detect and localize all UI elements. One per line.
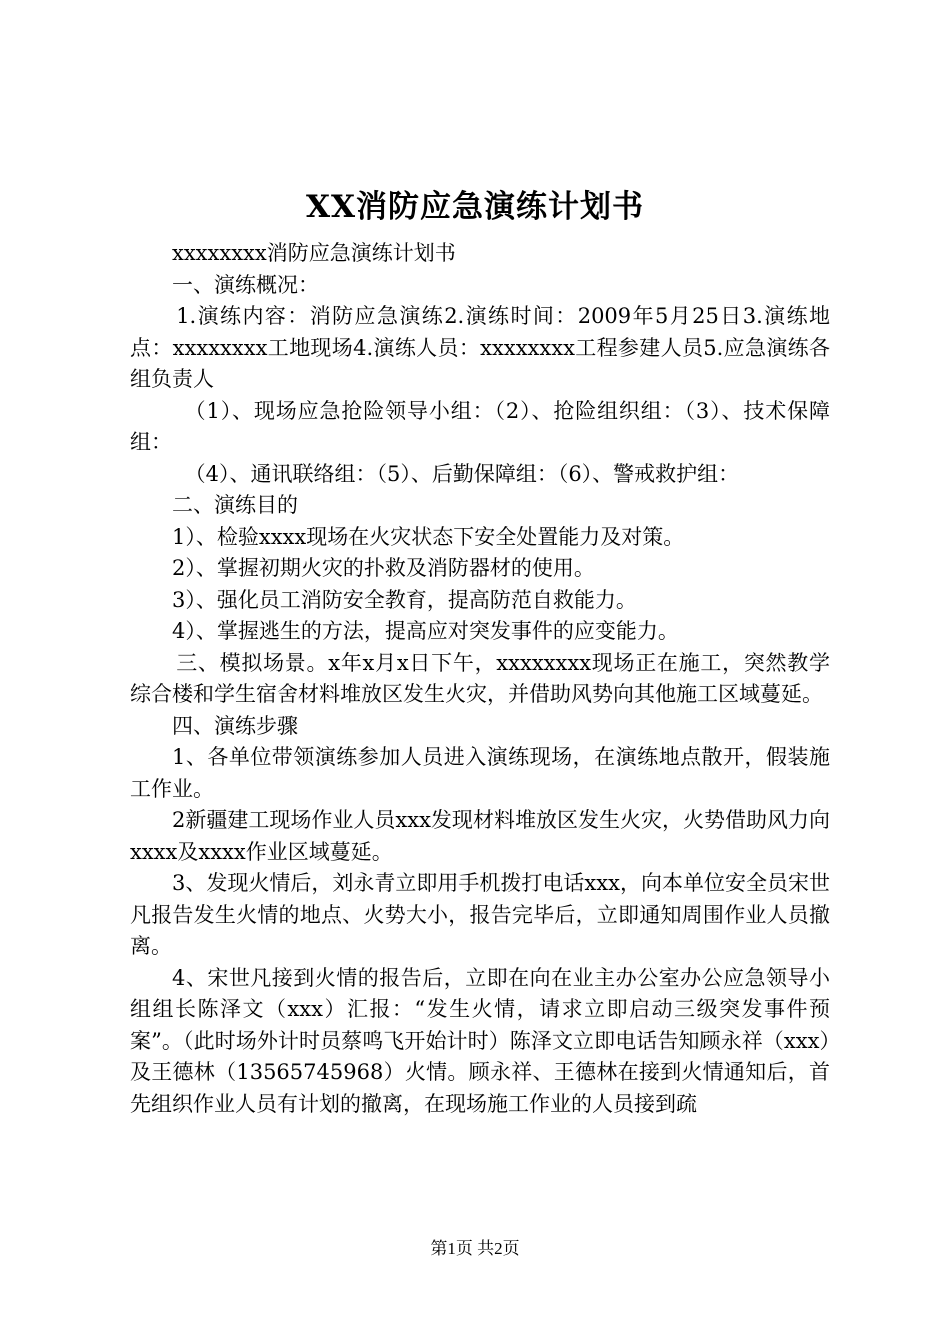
section-heading-overview: 一、演练概况： [172, 272, 319, 297]
paragraph-overview-details: 1.演练内容：消防应急演练2.演练时间：2009年5月25日3.演练地点：xxxxxxxx工地现场4.演练人员：xxxxxxxx工程参建人员5.应急演练各组负责人 [130, 304, 830, 391]
purpose-item-2: 2）、掌握初期火灾的扑救及消防器材的使用。 [172, 556, 595, 580]
step-1: 1、各单位带领演练参加人员进入演练现场，在演练地点散开，假装施工作业。 [130, 745, 830, 801]
document-body [130, 238, 830, 1120]
paragraph-subtitle: xxxxxxxx消防应急演练计划书 [172, 241, 456, 265]
purpose-item-1: 1）、检验xxxx现场在火灾状态下安全处置能力及对策。 [172, 524, 685, 549]
paragraph-scenario: 三、模拟场景。x年x月x日下午，xxxxxxxx现场正在施工，突然教学综合楼和学生宿舍材料堆放区发生火灾，并借助风势向其他施工区域蔓延。 [130, 650, 830, 706]
step-3: 3、发现火情后，刘永青立即用手机拨打电话xxx，向本单位安全员宋世凡报告发生火情的地点、火势大小，报告完毕后，立即通知周围作业人员撤离。 [130, 871, 830, 958]
purpose-item-3: 3）、强化员工消防安全教育，提高防范自救能力。 [172, 587, 637, 612]
step-2: 2新疆建工现场作业人员xxx发现材料堆放区发生火灾，火势借助风力向xxxx及xxxx作业区域蔓延。 [130, 808, 830, 864]
section-heading-purpose: 二、演练目的 [172, 493, 298, 517]
page-footer: 第1页 共2页 [430, 1239, 520, 1258]
step-4: 4、宋世凡接到火情的报告后，立即在向在业主办公室办公应急领导小组组长陈泽文（xxx）汇报：“发生火情，请求立即启动三级突发事件预案”。（此时场外计时员蔡鸣飞开始计时）陈泽文立即电话告知顾永祥（xxx）及王德林（13565745968）火情。顾永祥、王德林在接到火情通知后，首先组织作业人员有计划的撤离，在现场施工作业的人员接到疏 [130, 965, 830, 1116]
paragraph-groups-1: （1）、现场应急抢险领导小组：（2）、抢险组织组：（3）、技术保障组： [130, 398, 830, 454]
paragraph-groups-2: （4）、通讯联络组：（5）、后勤保障组：（6）、警戒救护组： [184, 461, 740, 486]
document-title: XX消防应急演练计划书 [305, 189, 645, 225]
section-heading-steps: 四、演练步骤 [172, 713, 298, 738]
purpose-item-4: 4）、掌握逃生的方法，提高应对突发事件的应变能力。 [172, 619, 679, 643]
